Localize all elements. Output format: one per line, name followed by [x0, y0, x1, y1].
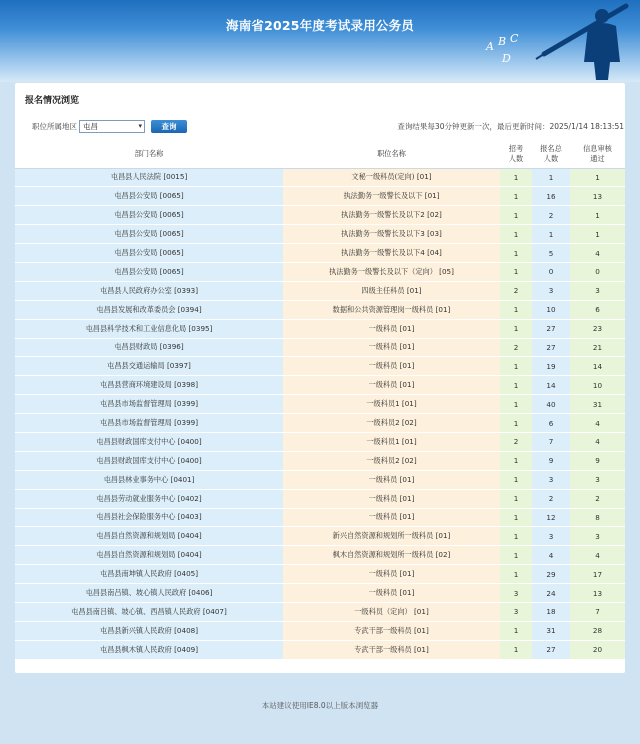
table-row [15, 527, 625, 546]
cell-approved: 10 [570, 376, 625, 395]
cell-applicants: 3 [532, 470, 570, 489]
cell-position: 一级科员1 [01] [283, 395, 500, 414]
cell-recruit: 2 [500, 281, 532, 300]
cell-approved: 6 [570, 300, 625, 319]
logo-letter-a: A [486, 40, 494, 53]
region-select[interactable] [79, 120, 145, 133]
chevron-down-icon: ▾ [138, 122, 142, 130]
page-header [0, 0, 640, 82]
cell-dept: 屯昌县公安局 [0065] [15, 206, 283, 225]
cell-approved: 9 [570, 451, 625, 470]
cell-recruit: 1 [500, 414, 532, 433]
cell-approved: 3 [570, 527, 625, 546]
cell-approved: 2 [570, 489, 625, 508]
cell-approved: 28 [570, 621, 625, 640]
cell-applicants: 2 [532, 489, 570, 508]
logo-letter-b: B [498, 35, 507, 48]
cell-recruit: 1 [500, 262, 532, 281]
cell-position: 一级科员 [01] [283, 565, 500, 584]
table-row [15, 338, 625, 357]
query-button[interactable]: 查询 [151, 120, 187, 133]
table-row [15, 281, 625, 300]
cell-recruit: 3 [500, 602, 532, 621]
region-label: 职位所属地区 [32, 122, 77, 131]
cell-position: 执法勤务一级警长及以下2 [02] [283, 206, 500, 225]
cell-applicants: 18 [532, 602, 570, 621]
cell-applicants: 5 [532, 244, 570, 263]
page-title: 海南省2025年度考试录用公务员 [226, 18, 414, 33]
region-filter [32, 120, 187, 133]
cell-recruit: 1 [500, 489, 532, 508]
cell-applicants: 6 [532, 414, 570, 433]
table-row [15, 621, 625, 640]
cell-position: 一级科员 [01] [283, 584, 500, 603]
cell-approved: 1 [570, 206, 625, 225]
cell-position: 一级科员2 [02] [283, 414, 500, 433]
cell-position: 一级科员1 [01] [283, 432, 500, 451]
cell-applicants: 29 [532, 565, 570, 584]
cell-dept: 屯昌县社会保险服务中心 [0403] [15, 508, 283, 527]
table-row [15, 300, 625, 319]
cell-position: 一级科员 [01] [283, 470, 500, 489]
cell-approved: 23 [570, 319, 625, 338]
cell-approved: 14 [570, 357, 625, 376]
cell-approved: 3 [570, 470, 625, 489]
table-row [15, 357, 625, 376]
cell-dept: 屯昌县人民法院 [0015] [15, 168, 283, 187]
cell-applicants: 3 [532, 527, 570, 546]
cell-recruit: 1 [500, 546, 532, 565]
cell-approved: 13 [570, 187, 625, 206]
table-body [15, 168, 625, 659]
table-row [15, 319, 625, 338]
cell-approved: 3 [570, 281, 625, 300]
cell-applicants: 14 [532, 376, 570, 395]
cell-applicants: 0 [532, 262, 570, 281]
cell-applicants: 27 [532, 640, 570, 659]
table-row [15, 602, 625, 621]
cell-recruit: 1 [500, 225, 532, 244]
table-row [15, 508, 625, 527]
table-row [15, 565, 625, 584]
browser-note: 本站建议使用IE8.0以上版本浏览器 [261, 701, 379, 710]
cell-approved: 31 [570, 395, 625, 414]
cell-dept: 屯昌县枫木镇人民政府 [0409] [15, 640, 283, 659]
cell-applicants: 9 [532, 451, 570, 470]
cell-position: 专武干部一级科员 [01] [283, 640, 500, 659]
table-row [15, 470, 625, 489]
section-title: 报名情况浏览 [25, 96, 80, 106]
cell-approved: 0 [570, 262, 625, 281]
cell-applicants: 27 [532, 338, 570, 357]
cell-recruit: 1 [500, 376, 532, 395]
cell-applicants: 27 [532, 319, 570, 338]
cell-approved: 4 [570, 244, 625, 263]
header-illustration [484, 2, 634, 80]
cell-recruit: 3 [500, 584, 532, 603]
cell-dept: 屯昌县财政局 [0396] [15, 338, 283, 357]
cell-recruit: 1 [500, 527, 532, 546]
cell-applicants: 1 [532, 225, 570, 244]
cell-applicants: 7 [532, 432, 570, 451]
table-row [15, 584, 625, 603]
logo-letter-c: C [510, 32, 519, 45]
cell-dept: 屯昌县财政国库支付中心 [0400] [15, 432, 283, 451]
cell-recruit: 1 [500, 621, 532, 640]
cell-recruit: 1 [500, 640, 532, 659]
table-row [15, 640, 625, 659]
cell-position: 一级科员（定向） [01] [283, 602, 500, 621]
table-row [15, 546, 625, 565]
cell-applicants: 40 [532, 395, 570, 414]
cell-approved: 4 [570, 414, 625, 433]
header-dept: 部门名称 [15, 141, 283, 168]
cell-dept: 屯昌县财政国库支付中心 [0400] [15, 451, 283, 470]
cell-recruit: 2 [500, 432, 532, 451]
cell-recruit: 1 [500, 451, 532, 470]
table-row [15, 451, 625, 470]
cell-position: 执法勤务一级警长及以下4 [04] [283, 244, 500, 263]
cell-dept: 屯昌县公安局 [0065] [15, 244, 283, 263]
table-row [15, 414, 625, 433]
cell-position: 一级科员 [01] [283, 376, 500, 395]
cell-applicants: 1 [532, 168, 570, 187]
cell-applicants: 10 [532, 300, 570, 319]
cell-dept: 屯昌县发展和改革委员会 [0394] [15, 300, 283, 319]
cell-applicants: 24 [532, 584, 570, 603]
table-row [15, 395, 625, 414]
cell-position: 执法勤务一级警长及以下 [01] [283, 187, 500, 206]
header-position: 职位名称 [283, 141, 500, 168]
cell-position: 一级科员 [01] [283, 357, 500, 376]
person-silhouette-icon [584, 9, 620, 80]
cell-position: 一级科员 [01] [283, 319, 500, 338]
cell-applicants: 2 [532, 206, 570, 225]
cell-approved: 20 [570, 640, 625, 659]
cell-position: 文秘一级科员(定向) [01] [283, 168, 500, 187]
cell-approved: 1 [570, 225, 625, 244]
cell-recruit: 1 [500, 395, 532, 414]
cell-applicants: 31 [532, 621, 570, 640]
cell-recruit: 1 [500, 565, 532, 584]
cell-recruit: 1 [500, 319, 532, 338]
cell-approved: 4 [570, 546, 625, 565]
header-approved: 信息审核 通过 [570, 141, 625, 168]
region-select-value: 屯昌 [83, 122, 98, 131]
cell-dept: 屯昌县劳动就业服务中心 [0402] [15, 489, 283, 508]
cell-recruit: 1 [500, 508, 532, 527]
cell-approved: 13 [570, 584, 625, 603]
cell-dept: 屯昌县南吕镇、坡心镇、西昌镇人民政府 [0407] [15, 602, 283, 621]
cell-dept: 屯昌县南吕镇、坡心镇人民政府 [0406] [15, 584, 283, 603]
table-row [15, 244, 625, 263]
cell-applicants: 12 [532, 508, 570, 527]
logo-letter-d: D [502, 52, 511, 65]
table-row [15, 168, 625, 187]
cell-approved: 4 [570, 432, 625, 451]
cell-position: 一级科员 [01] [283, 489, 500, 508]
cell-dept: 屯昌县人民政府办公室 [0393] [15, 281, 283, 300]
cell-recruit: 2 [500, 338, 532, 357]
cell-approved: 8 [570, 508, 625, 527]
table-row [15, 489, 625, 508]
cell-applicants: 3 [532, 281, 570, 300]
cell-applicants: 16 [532, 187, 570, 206]
update-status: 查询结果每30分钟更新一次，最后更新时间：2025/1/14 18:13:51 [397, 122, 624, 131]
table-header-row [15, 141, 625, 168]
table-row [15, 206, 625, 225]
cell-recruit: 1 [500, 168, 532, 187]
page-footer [0, 676, 640, 744]
cell-dept: 屯昌县林业事务中心 [0401] [15, 470, 283, 489]
cell-dept: 屯昌县营商环境建设局 [0398] [15, 376, 283, 395]
cell-position: 专武干部一级科员 [01] [283, 621, 500, 640]
cell-recruit: 1 [500, 470, 532, 489]
cell-position: 一级科员 [01] [283, 338, 500, 357]
cell-applicants: 4 [532, 546, 570, 565]
registration-table [15, 141, 625, 660]
table-row [15, 262, 625, 281]
cell-position: 执法勤务一级警长及以下3 [03] [283, 225, 500, 244]
cell-position: 执法勤务一级警长及以下（定向） [05] [283, 262, 500, 281]
cell-recruit: 1 [500, 357, 532, 376]
table-row [15, 376, 625, 395]
cell-dept: 屯昌县自然资源和规划局 [0404] [15, 546, 283, 565]
table-row [15, 432, 625, 451]
cell-dept: 屯昌县新兴镇人民政府 [0408] [15, 621, 283, 640]
cell-recruit: 1 [500, 206, 532, 225]
cell-dept: 屯昌县交通运输局 [0397] [15, 357, 283, 376]
cell-dept: 屯昌县自然资源和规划局 [0404] [15, 527, 283, 546]
cell-dept: 屯昌县市场监督管理局 [0399] [15, 414, 283, 433]
cell-position: 新兴自然资源和规划所一级科员 [01] [283, 527, 500, 546]
cell-approved: 7 [570, 602, 625, 621]
table-row [15, 187, 625, 206]
cell-approved: 1 [570, 168, 625, 187]
cell-dept: 屯昌县公安局 [0065] [15, 225, 283, 244]
cell-recruit: 1 [500, 300, 532, 319]
cell-dept: 屯昌县公安局 [0065] [15, 187, 283, 206]
cell-recruit: 1 [500, 244, 532, 263]
cell-approved: 21 [570, 338, 625, 357]
cell-dept: 屯昌县科学技术和工业信息化局 [0395] [15, 319, 283, 338]
cell-position: 数据和公共资源管理岗一级科员 [01] [283, 300, 500, 319]
cell-position: 一级科员2 [02] [283, 451, 500, 470]
cell-recruit: 1 [500, 187, 532, 206]
cell-dept: 屯昌县市场监督管理局 [0399] [15, 395, 283, 414]
header-applicants: 报名总 人数 [532, 141, 570, 168]
cell-position: 四级主任科员 [01] [283, 281, 500, 300]
cell-position: 一级科员 [01] [283, 508, 500, 527]
cell-applicants: 19 [532, 357, 570, 376]
cell-dept: 屯昌县公安局 [0065] [15, 262, 283, 281]
table-row [15, 225, 625, 244]
cell-approved: 17 [570, 565, 625, 584]
cell-position: 枫木自然资源和规划所一级科员 [02] [283, 546, 500, 565]
header-recruit: 招考 人数 [500, 141, 532, 168]
cell-dept: 屯昌县南坤镇人民政府 [0405] [15, 565, 283, 584]
